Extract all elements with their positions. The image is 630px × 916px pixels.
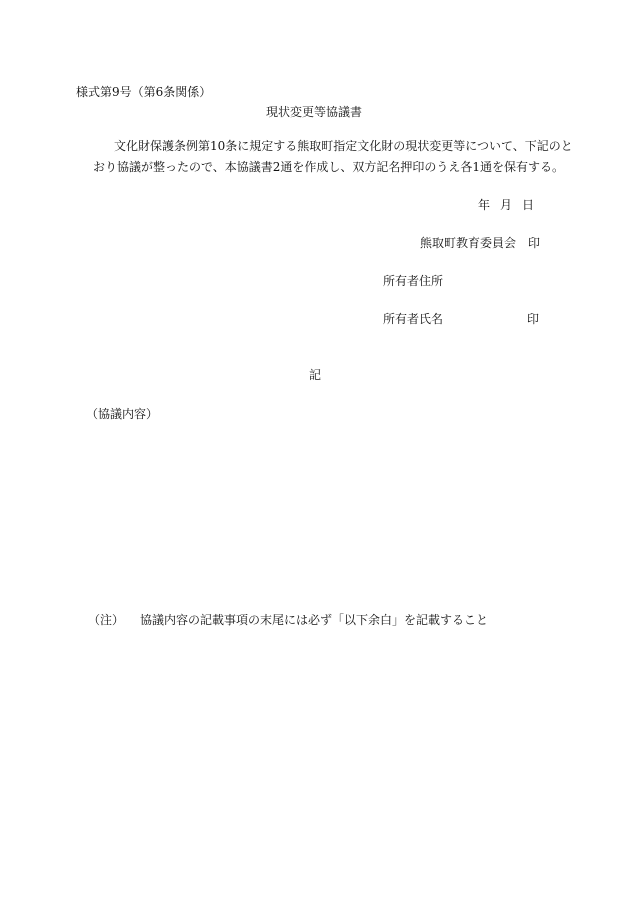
- date-month-label: 月: [500, 198, 513, 212]
- form-number: 様式第9号（第6条関係）: [76, 85, 212, 99]
- agreement-content-label: （協議内容）: [86, 407, 159, 421]
- note-text: 協議内容の記載事項の末尾には必ず「以下余白」を記載すること: [140, 613, 489, 627]
- date-line: [478, 198, 534, 212]
- owner-name-label: 所有者氏名: [383, 312, 444, 326]
- board-of-education-signature: 熊取町教育委員会 印: [420, 236, 541, 250]
- date-day-label: 日: [522, 198, 535, 212]
- agreement-paragraph-line-2: おり協議が整ったので、本協議書2通を作成し、双方記名押印のうえ各1通を保有する。: [93, 160, 565, 174]
- note-label: （注）: [88, 613, 125, 627]
- document-title: 現状変更等協議書: [266, 105, 363, 119]
- owner-address-label: 所有者住所: [383, 274, 444, 288]
- date-year-label: 年: [478, 198, 491, 212]
- ki-heading: 記: [309, 368, 322, 382]
- note-line: [88, 613, 488, 627]
- owner-seal-mark: 印: [527, 312, 540, 326]
- agreement-paragraph-line-1: 文化財保護条例第10条に規定する熊取町指定文化財の現状変更等について、下記のと: [114, 139, 573, 153]
